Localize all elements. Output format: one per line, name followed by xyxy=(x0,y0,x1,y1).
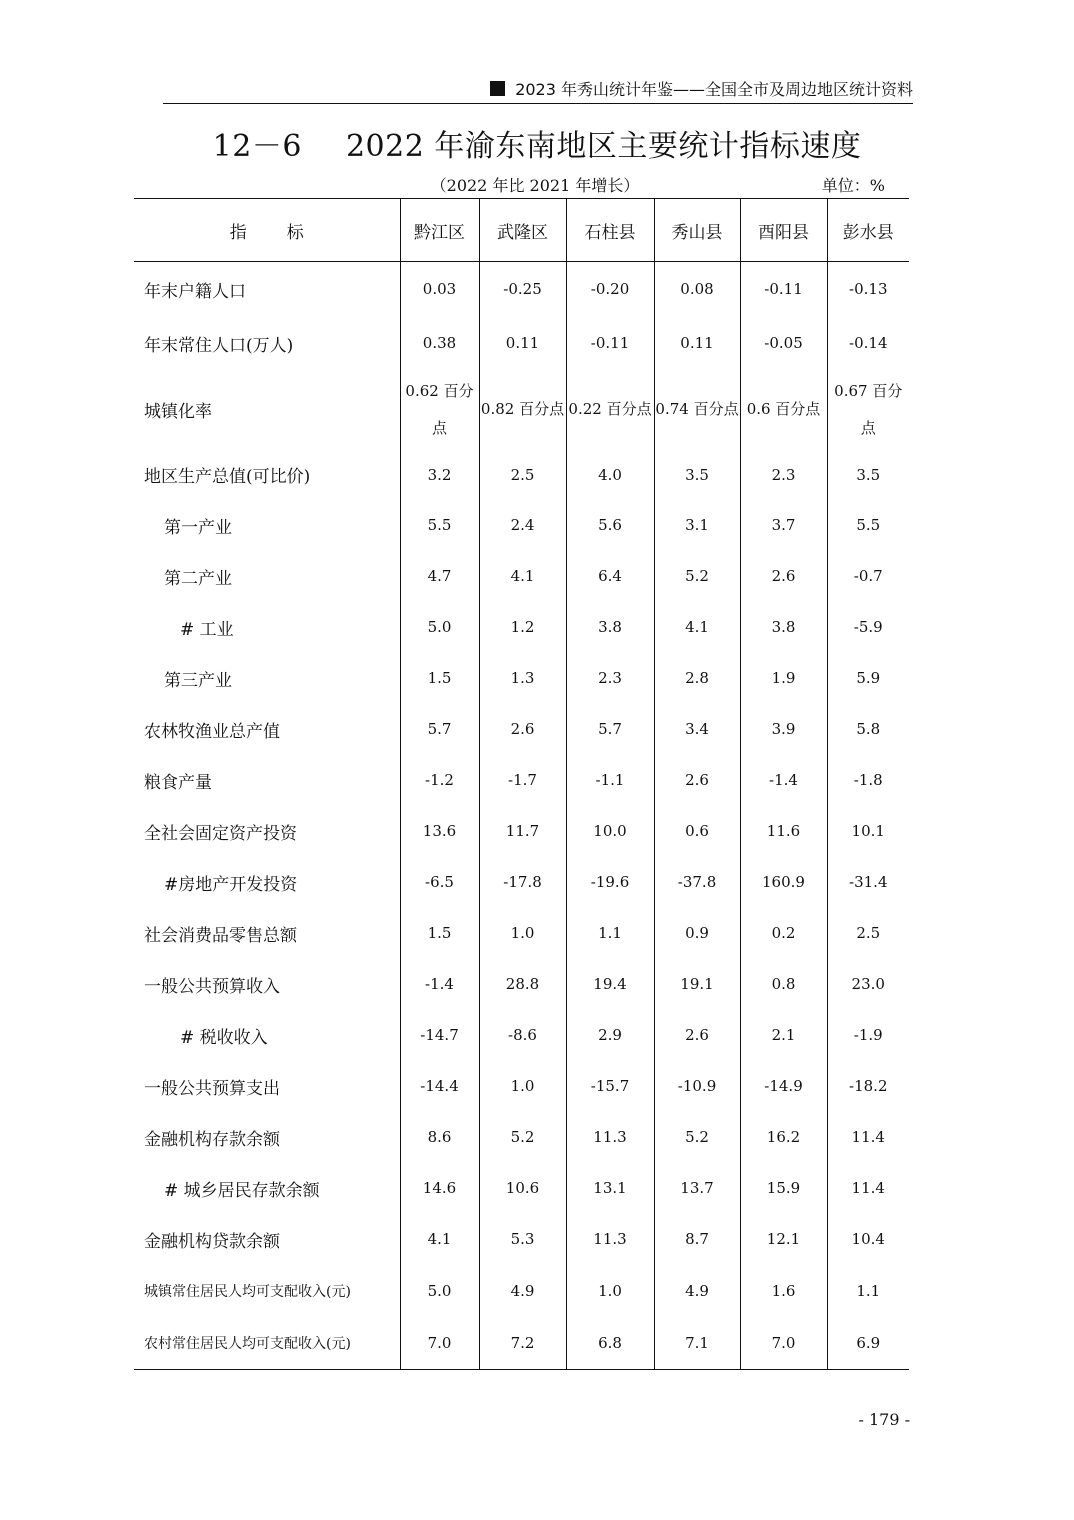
row-value: -0.13 xyxy=(827,262,909,317)
row-label: 第三产业 xyxy=(164,670,232,691)
row-value: -1.4 xyxy=(400,959,479,1010)
row-value: -6.5 xyxy=(400,857,479,908)
row-label: 金融机构贷款余额 xyxy=(144,1231,280,1252)
row-value: 5.7 xyxy=(400,704,479,755)
row-value: 6.8 xyxy=(566,1318,654,1370)
row-value: 16.2 xyxy=(740,1112,827,1163)
row-value: 19.4 xyxy=(566,959,654,1010)
row-value: 4.7 xyxy=(400,551,479,602)
row-value: 5.6 xyxy=(566,500,654,551)
row-value: 19.1 xyxy=(654,959,740,1010)
row-value: 4.1 xyxy=(400,1214,479,1265)
row-value: 10.0 xyxy=(566,806,654,857)
row-label: 全社会固定资产投资 xyxy=(144,823,297,844)
row-value: 1.3 xyxy=(479,653,566,704)
row-value: 2.6 xyxy=(654,755,740,806)
row-label: # 税收收入 xyxy=(180,1027,268,1048)
row-value: -1.9 xyxy=(827,1010,909,1061)
row-value: 7.0 xyxy=(400,1318,479,1370)
statistics-table xyxy=(134,198,909,1370)
table-row xyxy=(134,857,909,908)
row-value: 3.8 xyxy=(566,602,654,653)
row-label: 农林牧渔业总产值 xyxy=(144,721,280,742)
row-value: 5.2 xyxy=(654,551,740,602)
row-value: -18.2 xyxy=(827,1061,909,1112)
row-label: 第二产业 xyxy=(164,568,232,589)
row-value: 11.3 xyxy=(566,1214,654,1265)
statistics-table-wrap xyxy=(134,198,909,1370)
row-value: -17.8 xyxy=(479,857,566,908)
row-value: -0.14 xyxy=(827,317,909,370)
table-row xyxy=(134,755,909,806)
row-value: -1.7 xyxy=(479,755,566,806)
row-value: -0.05 xyxy=(740,317,827,370)
row-value: 13.6 xyxy=(400,806,479,857)
row-value: 6.9 xyxy=(827,1318,909,1370)
row-value: 7.2 xyxy=(479,1318,566,1370)
header-wulong: 武隆区 xyxy=(479,199,566,262)
row-value: -14.9 xyxy=(740,1061,827,1112)
row-value: -10.9 xyxy=(654,1061,740,1112)
table-title: 2022 年渝东南地区主要统计指标速度 xyxy=(345,129,862,164)
row-value: 0.08 xyxy=(654,262,740,317)
table-row xyxy=(134,806,909,857)
row-value: 1.1 xyxy=(827,1265,909,1318)
table-row xyxy=(134,653,909,704)
row-value: 3.1 xyxy=(654,500,740,551)
row-value: 5.5 xyxy=(827,500,909,551)
row-value: 2.1 xyxy=(740,1010,827,1061)
row-value: 0.11 xyxy=(654,317,740,370)
row-value: 6.4 xyxy=(566,551,654,602)
row-value: 8.6 xyxy=(400,1112,479,1163)
header-indicator: 指标 xyxy=(134,199,400,262)
row-value: 0.6 xyxy=(654,806,740,857)
row-value: -5.9 xyxy=(827,602,909,653)
row-label: 粮食产量 xyxy=(144,772,212,793)
row-value: 23.0 xyxy=(827,959,909,1010)
row-value: 11.7 xyxy=(479,806,566,857)
row-label: 城镇常住居民人均可支配收入(元) xyxy=(144,1284,351,1300)
row-value: 5.0 xyxy=(400,1265,479,1318)
row-value: -1.1 xyxy=(566,755,654,806)
row-value: -1.4 xyxy=(740,755,827,806)
row-value: 3.8 xyxy=(740,602,827,653)
row-value: 4.1 xyxy=(654,602,740,653)
running-header-text: 2023 年秀山统计年鉴——全国全市及周边地区统计资料 xyxy=(515,80,913,99)
row-value: 2.6 xyxy=(479,704,566,755)
table-row xyxy=(134,1214,909,1265)
row-value: 0.22 百分点 xyxy=(566,370,654,450)
row-label: 一般公共预算收入 xyxy=(144,976,280,997)
row-value: 1.5 xyxy=(400,653,479,704)
header-shizhu: 石柱县 xyxy=(566,199,654,262)
row-value: 4.0 xyxy=(566,450,654,500)
row-value: 160.9 xyxy=(740,857,827,908)
row-value: 0.11 xyxy=(479,317,566,370)
row-value: 28.8 xyxy=(479,959,566,1010)
row-value: 3.9 xyxy=(740,704,827,755)
row-value: 11.4 xyxy=(827,1112,909,1163)
row-value: 0.9 xyxy=(654,908,740,959)
black-square-icon xyxy=(490,81,505,96)
row-value: 1.9 xyxy=(740,653,827,704)
table-header-row xyxy=(134,199,909,262)
row-value: 1.2 xyxy=(479,602,566,653)
header-pengshui: 彭水县 xyxy=(827,199,909,262)
row-value: -14.7 xyxy=(400,1010,479,1061)
subtitle: （2022 年比 2021 年增长） xyxy=(430,176,640,195)
row-value: 5.3 xyxy=(479,1214,566,1265)
row-value: 5.0 xyxy=(400,602,479,653)
row-label: 地区生产总值(可比价) xyxy=(144,467,311,487)
row-value: 7.1 xyxy=(654,1318,740,1370)
row-label: 年末常住人口(万人) xyxy=(144,335,294,356)
table-row xyxy=(134,370,909,450)
row-label: 第一产业 xyxy=(164,517,232,538)
row-value: 5.2 xyxy=(479,1112,566,1163)
row-value: 1.6 xyxy=(740,1265,827,1318)
row-value: 0.67 百分点 xyxy=(827,370,909,450)
table-row xyxy=(134,317,909,370)
row-value: 2.5 xyxy=(827,908,909,959)
row-value: 2.6 xyxy=(740,551,827,602)
row-value: 10.4 xyxy=(827,1214,909,1265)
running-header xyxy=(163,78,913,102)
row-value: 2.4 xyxy=(479,500,566,551)
row-value: -31.4 xyxy=(827,857,909,908)
row-value: 3.7 xyxy=(740,500,827,551)
row-value: 13.7 xyxy=(654,1163,740,1214)
table-row xyxy=(134,908,909,959)
row-value: 7.0 xyxy=(740,1318,827,1370)
table-row xyxy=(134,959,909,1010)
page-number: - 179 - xyxy=(858,1410,910,1429)
header-rule xyxy=(163,103,913,104)
row-value: 2.5 xyxy=(479,450,566,500)
row-value: 5.5 xyxy=(400,500,479,551)
row-value: -14.4 xyxy=(400,1061,479,1112)
row-value: 4.9 xyxy=(654,1265,740,1318)
row-value: 14.6 xyxy=(400,1163,479,1214)
row-value: 3.4 xyxy=(654,704,740,755)
row-value: 2.3 xyxy=(740,450,827,500)
row-label: 金融机构存款余额 xyxy=(144,1129,280,1150)
table-row xyxy=(134,1318,909,1370)
table-row xyxy=(134,450,909,500)
row-label: # 工业 xyxy=(180,619,234,640)
table-row xyxy=(134,602,909,653)
row-value: 1.0 xyxy=(479,908,566,959)
row-label: 一般公共预算支出 xyxy=(144,1078,280,1099)
row-value: 3.2 xyxy=(400,450,479,500)
row-value: 1.1 xyxy=(566,908,654,959)
row-value: 0.03 xyxy=(400,262,479,317)
row-value: -1.2 xyxy=(400,755,479,806)
row-value: 0.62 百分点 xyxy=(400,370,479,450)
row-value: 0.38 xyxy=(400,317,479,370)
table-body xyxy=(134,262,909,1370)
row-value: 5.8 xyxy=(827,704,909,755)
header-qianjiang: 黔江区 xyxy=(400,199,479,262)
row-value: 1.0 xyxy=(479,1061,566,1112)
row-value: -19.6 xyxy=(566,857,654,908)
page-title xyxy=(0,126,1074,168)
row-value: -8.6 xyxy=(479,1010,566,1061)
row-label: 农村常住居民人均可支配收入(元) xyxy=(134,1318,400,1370)
row-value: 2.9 xyxy=(566,1010,654,1061)
table-row xyxy=(134,1112,909,1163)
row-label: # 城乡居民存款余额 xyxy=(164,1180,320,1201)
row-value: 12.1 xyxy=(740,1214,827,1265)
row-value: -0.20 xyxy=(566,262,654,317)
row-value: 10.6 xyxy=(479,1163,566,1214)
row-value: 8.7 xyxy=(654,1214,740,1265)
row-value: 0.74 百分点 xyxy=(654,370,740,450)
row-label: 城镇化率 xyxy=(144,402,212,422)
row-value: -15.7 xyxy=(566,1061,654,1112)
row-value: 11.3 xyxy=(566,1112,654,1163)
row-value: 3.5 xyxy=(827,450,909,500)
row-value: 15.9 xyxy=(740,1163,827,1214)
unit-label: 单位：% xyxy=(821,176,885,195)
row-value: 10.1 xyxy=(827,806,909,857)
row-value: 3.5 xyxy=(654,450,740,500)
row-value: 1.0 xyxy=(566,1265,654,1318)
row-value: -0.25 xyxy=(479,262,566,317)
row-value: 11.6 xyxy=(740,806,827,857)
row-value: 2.3 xyxy=(566,653,654,704)
table-number: 12－6 xyxy=(212,129,302,164)
row-value: 11.4 xyxy=(827,1163,909,1214)
row-value: 13.1 xyxy=(566,1163,654,1214)
table-row xyxy=(134,551,909,602)
table-row xyxy=(134,500,909,551)
table-row xyxy=(134,1061,909,1112)
row-value: 2.8 xyxy=(654,653,740,704)
row-value: -0.7 xyxy=(827,551,909,602)
row-value: 2.6 xyxy=(654,1010,740,1061)
table-row xyxy=(134,1163,909,1214)
row-value: 5.2 xyxy=(654,1112,740,1163)
header-youyang: 酉阳县 xyxy=(740,199,827,262)
table-row xyxy=(134,1265,909,1318)
row-value: -0.11 xyxy=(566,317,654,370)
row-label: #房地产开发投资 xyxy=(164,874,298,895)
row-value: 0.2 xyxy=(740,908,827,959)
row-value: 0.82 百分点 xyxy=(479,370,566,450)
row-value: -37.8 xyxy=(654,857,740,908)
row-value: 0.8 xyxy=(740,959,827,1010)
row-value: 1.5 xyxy=(400,908,479,959)
row-value: 5.7 xyxy=(566,704,654,755)
row-value: 4.9 xyxy=(479,1265,566,1318)
row-value: 4.1 xyxy=(479,551,566,602)
row-label: 社会消费品零售总额 xyxy=(144,925,297,946)
header-xiushan: 秀山县 xyxy=(654,199,740,262)
table-row xyxy=(134,262,909,317)
row-value: 5.9 xyxy=(827,653,909,704)
row-value: -1.8 xyxy=(827,755,909,806)
table-row xyxy=(134,1010,909,1061)
row-label: 年末户籍人口 xyxy=(144,281,246,302)
table-row xyxy=(134,704,909,755)
row-value: 0.6 百分点 xyxy=(740,370,827,450)
row-value: -0.11 xyxy=(740,262,827,317)
